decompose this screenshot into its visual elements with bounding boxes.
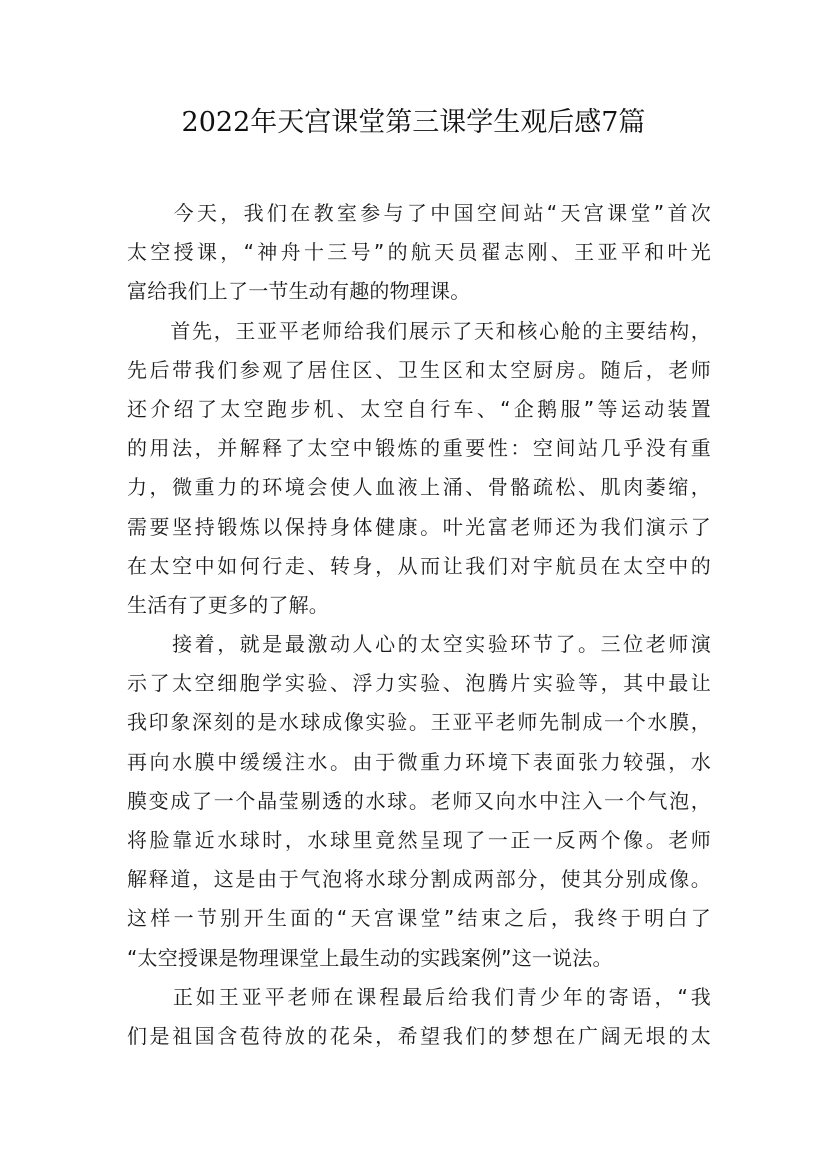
- body-line: 我印象深刻的是水球成像实验。王亚平老师先制成一个水膜，: [127, 710, 711, 735]
- body-line: 力，微重力的环境会使人血液上涌、骨骼疏松、肌肉萎缩，: [127, 475, 711, 500]
- body-line: 还介绍了太空跑步机、太空自行车、“企鹅服”等运动装置: [127, 396, 711, 421]
- body-line: “太空授课是物理课堂上最生动的实践案例”这一说法。: [127, 945, 613, 970]
- body-line: 需要坚持锻炼以保持身体健康。叶光富老师还为我们演示了: [127, 514, 711, 539]
- body-line: 生活有了更多的了解。: [127, 592, 329, 617]
- body-line: 将脸靠近水球时，水球里竟然呈现了一正一反两个像。老师: [127, 828, 711, 852]
- body-line: 富给我们上了一节生动有趣的物理课。: [127, 279, 471, 304]
- body-line: 正如王亚平老师在课程最后给我们青少年的寄语，“我: [127, 984, 711, 1009]
- body-line: 首先，王亚平老师给我们展示了天和核心舱的主要结构，: [127, 318, 711, 343]
- body-line: 在太空中如何行走、转身，从而让我们对宇航员在太空中的: [127, 553, 711, 578]
- body-line: 再向水膜中缓缓注水。由于微重力环境下表面张力较强，水: [127, 749, 711, 774]
- body-line: 的用法，并解释了太空中锻炼的重要性：空间站几乎没有重: [127, 436, 711, 461]
- body-line: 先后带我们参观了居住区、卫生区和太空厨房。随后，老师: [127, 357, 711, 382]
- body-line: 接着，就是最激动人心的太空实验环节了。三位老师演: [127, 632, 711, 657]
- body-line: 太空授课，“神舟十三号”的航天员翟志刚、王亚平和叶光: [127, 240, 711, 265]
- document-title: 2022年天宫课堂第三课学生观后感7篇: [181, 107, 646, 138]
- document-body: [127, 194, 711, 1056]
- body-line: 解释道，这是由于气泡将水球分割成两部分，使其分别成像。: [127, 867, 711, 892]
- body-line: 膜变成了一个晶莹剔透的水球。老师又向水中注入一个气泡，: [127, 788, 711, 813]
- body-line: 这样一节别开生面的“天宫课堂”结束之后，我终于明白了: [127, 906, 711, 931]
- body-line: 示了太空细胞学实验、浮力实验、泡腾片实验等，其中最让: [127, 671, 711, 696]
- body-line: 们是祖国含苞待放的花朵，希望我们的梦想在广阔无垠的太: [127, 1023, 711, 1048]
- body-line: 今天，我们在教室参与了中国空间站“天宫课堂”首次: [127, 201, 711, 225]
